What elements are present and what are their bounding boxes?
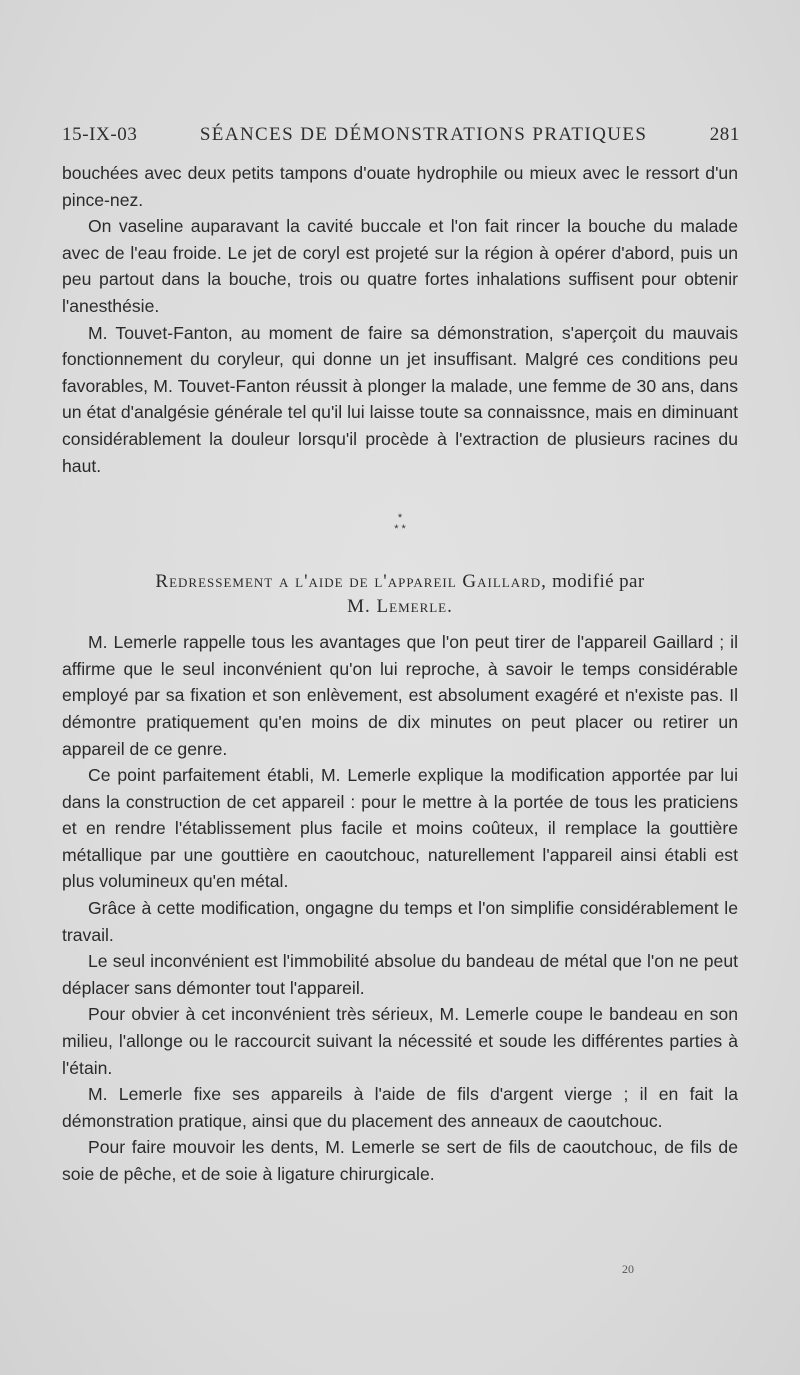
- paragraph: M. Lemerle rappelle tous les avantages que l'on peut tirer de l'appareil Gaillard ; il affirme que le seul inconvénient qu'on lui reproche, à savoir le temps considérable employé par sa fixation et son enlèvement, est absolument exagéré et n'existe pas. Il démontre pratiquement qu'en moins de dix minutes on peut placer ou retirer un appareil de ce genre.: [62, 632, 738, 759]
- separator-stars: * *: [394, 523, 406, 536]
- section-heading-main: Redressement a l'aide de l'appareil Gaillard,: [155, 571, 547, 593]
- section-heading: [62, 569, 738, 619]
- paragraph: M. Touvet-Fanton, au moment de faire sa démonstration, s'aperçoit du mauvais fonctionnement du coryleur, qui donne un jet insuffisant. Malgré ces conditions peu favorables, M. Touvet-Fanton réussit à plonger la malade, une femme de 30 ans, dans un état d'analgésie générale tel qu'il lui laisse toute sa connaissnce, mais en diminuant considérablement la douleur lorsqu'il procède à l'extraction de plusieurs racines du haut.: [62, 322, 738, 476]
- header-date: 15-IX-03: [62, 124, 138, 145]
- page-number: 281: [709, 124, 740, 145]
- paragraph: bouchées avec deux petits tampons d'ouate hydrophile ou mieux avec le ressort d'un pince-nez.: [62, 163, 738, 210]
- section-separator: [62, 513, 738, 535]
- separator-star: *: [397, 512, 403, 525]
- paragraph: Le seul inconvénient est l'immobilité absolue du bandeau de métal que l'on ne peut déplacer sans démonter tout l'appareil.: [62, 951, 738, 998]
- paragraph: M. Lemerle fixe ses appareils à l'aide de fils d'argent vierge ; il en fait la démonstration pratique, ainsi que du placement des anneaux de caoutchouc.: [62, 1084, 738, 1131]
- section-heading-sub: modifié par: [552, 571, 645, 593]
- page-body: [62, 160, 738, 1188]
- paragraph: Grâce à cette modification, ongagne du temps et l'on simplifie considérablement le travail.: [62, 898, 738, 945]
- paragraph: On vaseline auparavant la cavité buccale et l'on fait rincer la bouche du malade avec de l'eau froide. Le jet de coryl est projeté sur la région à opérer d'abord, puis un peu partout dans la bouche, trois ou quatre fortes inhalations suffisent pour obtenir l'anesthésie.: [62, 216, 738, 316]
- header-title: SÉANCES DE DÉMONSTRATIONS PRATIQUES: [199, 124, 648, 145]
- paragraph: Pour faire mouvoir les dents, M. Lemerle se sert de fils de caoutchouc, de fils de soie de pêche, et de soie à ligature chirurgicale.: [62, 1137, 738, 1184]
- signature-mark: 20: [622, 1262, 634, 1276]
- paragraph: Ce point parfaitement établi, M. Lemerle explique la modification apportée par lui dans la construction de cet appareil : pour le mettre à la portée de tous les praticiens et en rendre l'établissement plus facile et moins coûteux, il remplace la gouttière métallique par une gouttière en caoutchouc, naturellement l'appareil ainsi établi est plus volumineux qu'en métal.: [62, 765, 738, 892]
- running-header: [62, 124, 740, 146]
- paragraph: Pour obvier à cet inconvénient très sérieux, M. Lemerle coupe le bandeau en son milieu, l'allonge ou le raccourcit suivant la nécessité et soude les différentes parties à l'étain.: [62, 1004, 738, 1078]
- section-heading-author: M. Lemerle.: [347, 596, 453, 618]
